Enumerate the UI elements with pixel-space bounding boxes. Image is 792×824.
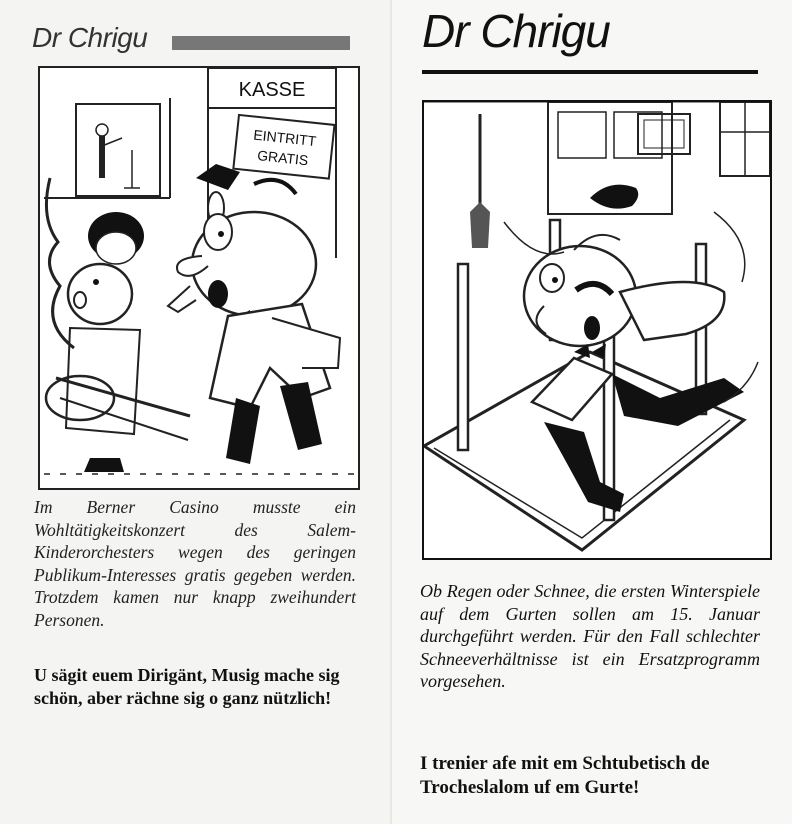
poster-frame (76, 104, 160, 196)
sign-eintritt: EINTRITT (252, 126, 318, 150)
sign-gratis: GRATIS (256, 147, 309, 169)
right-title-rule (422, 70, 758, 74)
left-cartoon-drawing (40, 68, 358, 488)
left-dialect-quote: U sägit euem Dirigänt, Musig mache sig schön, aber rächne sig o ganz nützlich! (34, 665, 340, 708)
left-column (0, 0, 392, 824)
right-cartoon (422, 100, 772, 560)
sign-kasse: KASSE (238, 79, 306, 101)
right-cartoon-drawing (424, 102, 770, 558)
right-title: Dr Chrigu (422, 5, 610, 57)
left-title-bar (172, 36, 350, 50)
right-dialect-quote: I trenier afe mit em Schtubetisch de Trocheslalom uf em Gurte! (420, 753, 710, 798)
right-column (392, 0, 792, 824)
left-title: Dr Chrigu (32, 22, 148, 53)
left-caption: Im Berner Casino musste ein Wohltätigkeitskonzert des Salem-Kinderorchesters wegen des geringen Publikum-Interesses gratis gegeben werden. Trotzdem kamen nur knapp zweihundert Personen. (34, 497, 356, 630)
left-cartoon (38, 66, 360, 490)
right-caption: Ob Regen oder Schnee, die ersten Winterspiele auf dem Gurten sollen am 15. Januar durchgeführt werden. Für den Fall schlechter Schneeverhältnisse ist ein Ersatzprogramm vorgesehen. (420, 581, 760, 691)
